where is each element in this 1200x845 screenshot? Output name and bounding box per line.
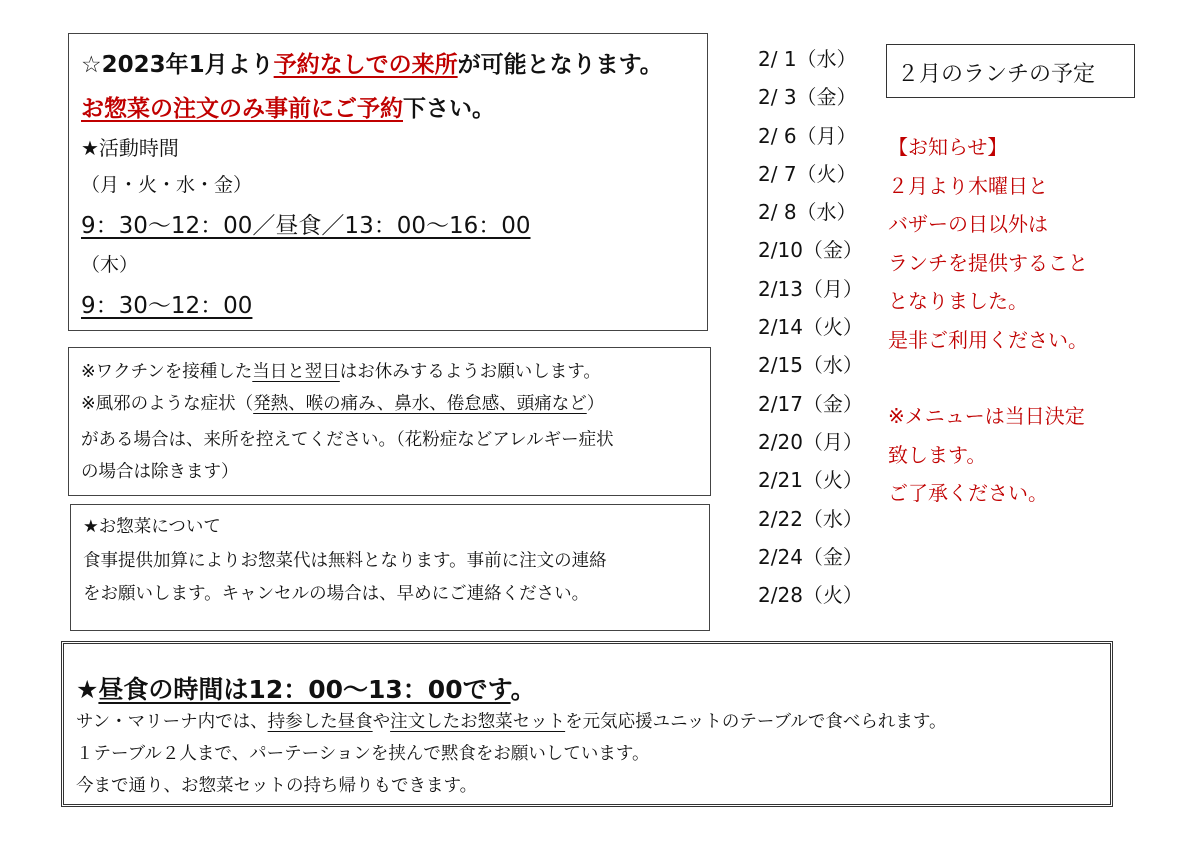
lunch-table-rule: １テーブル２人まで、パーテーションを挟んで黙食をお願いしています。 [76,744,650,764]
date-item: 2/22（水） [758,506,863,531]
notice-line: となりました。 [888,289,1028,313]
lunch-time-box [61,641,1113,807]
lunch-schedule-title: ２月のランチの予定 [897,62,1096,87]
vaccine-days-underlined: 当日と翌日 [252,362,340,382]
activity-notice-box [68,33,708,331]
order-reservation-rest: 下さい。 [403,96,495,122]
notice-line: ２月より木曜日と [888,173,1048,198]
date-item: 2/28（火） [758,583,863,608]
weekday-group-2: （木） [81,254,139,276]
notice-line: ランチを提供すること [888,250,1088,275]
reservation-rest-text: が可能となります。 [457,52,663,78]
hours-weekdays: 9：30～12：00／昼食／13：00～16：00 [81,213,531,239]
weekday-group-1: （月・火・水・金） [81,174,253,196]
date-item: 2/ 6（月） [758,123,857,148]
reservation-free-line [81,46,663,79]
side-dish-text-1: 食事提供加算によりお惣菜代は無料となります。事前に注文の連絡 [83,551,607,571]
menu-notice-line: ※メニューは当日決定 [888,404,1085,428]
symptom-note: ※風邪のような症状（発熱、喉の痛み、鼻水、倦怠感、頭痛など） [81,394,605,414]
hours-thursday: 9：30～12：00 [81,293,253,319]
health-notice-box [68,347,711,496]
lunch-dates-list [758,44,878,618]
date-item: 2/ 1（水） [758,47,857,71]
order-reservation-line [81,90,495,123]
date-item: 2/13（月） [758,276,863,301]
menu-notice-line: ご了承ください。 [888,481,1048,505]
lunch-time-title: ★昼食の時間は12：00～13：00です。 [76,675,536,704]
takeout-note: 今まで通り、お惣菜セットの持ち帰りもできます。 [76,776,478,796]
order-reservation-highlight: お惣菜の注文のみ事前にご予約 [81,96,403,122]
date-item: 2/20（月） [758,429,863,454]
lunch-place-text: サン・マリーナ内では、持参した昼食や注文したお惣菜セットを元気応援ユニットのテーブルで食べられます。 [76,712,947,732]
no-reservation-highlight: 予約なしでの来所 [273,52,458,78]
star-icon: ★ [76,675,99,704]
date-item: 2/15（水） [758,353,863,378]
side-dish-box [70,504,710,631]
date-item: 2/ 3（金） [758,85,857,110]
menu-notice-line: 致します。 [888,442,987,467]
date-item: 2/ 8（水） [758,200,857,225]
date-item: 2/21（火） [758,468,863,493]
date-item: 2/ 7（火） [758,161,857,186]
side-dish-text-2: をお願いします。キャンセルの場合は、早めにご連絡ください。 [83,584,590,604]
notice-heading: 【お知らせ】 [888,135,1008,159]
activity-hours-title: ★活動時間 [81,136,179,160]
symptoms-underlined: 発熱、喉の痛み、鼻水、倦怠感、頭痛など [253,394,587,414]
symptom-note-cont: がある場合は、来所を控えてください。（花粉症などアレルギー症状 [81,430,614,450]
date-item: 2/10（金） [758,238,863,263]
symptom-note-end: の場合は除きます） [81,462,239,482]
notice-line: バザーの日以外は [888,212,1048,236]
reservation-date-text: ☆2023年1月より [81,52,274,78]
date-item: 2/14（火） [758,315,863,340]
notice-line: 是非ご利用ください。 [888,327,1088,352]
date-item: 2/24（金） [758,544,863,569]
side-dish-title: ★お惣菜について [83,517,221,537]
notice-section [888,128,1188,513]
lunch-schedule-title-box [886,44,1135,98]
date-item: 2/17（金） [758,391,863,416]
vaccine-note: ※ワクチンを接種した当日と翌日はお休みするようお願いします。 [81,362,601,382]
